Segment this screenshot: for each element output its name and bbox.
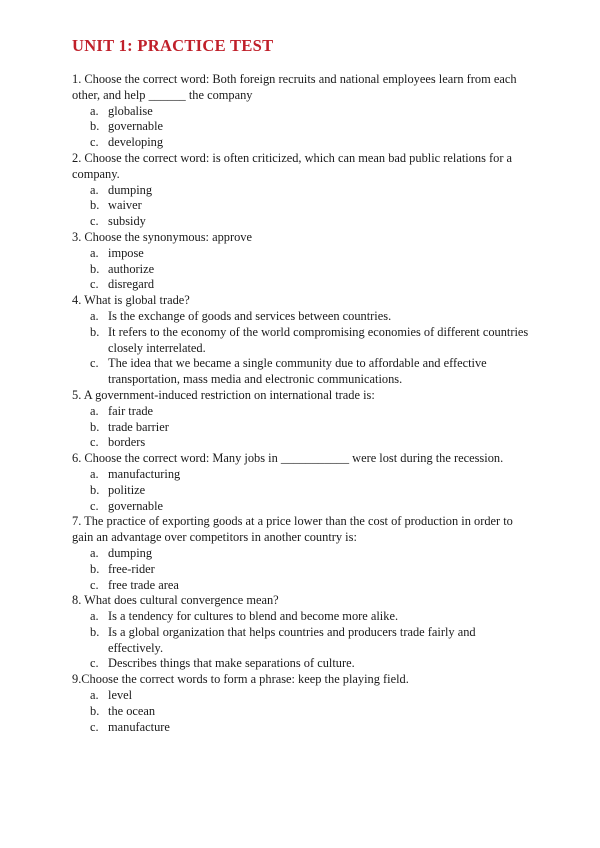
option-letter: a.: [90, 545, 99, 560]
option-text: trade barrier: [108, 419, 169, 434]
option-letter: c.: [90, 577, 99, 592]
option-letter: c.: [90, 435, 99, 450]
answer-option: [72, 704, 532, 720]
option-list: [72, 183, 532, 230]
answer-option: [72, 467, 532, 483]
option-letter: b.: [90, 624, 100, 639]
page-title: UNIT 1: PRACTICE TEST: [72, 36, 274, 55]
question-9: [72, 672, 532, 735]
answer-option: [72, 356, 532, 388]
option-text: disregard: [108, 277, 155, 292]
option-list: [72, 404, 532, 451]
question-text: 9.Choose the correct words to form a phrase: keep the playing field.: [72, 672, 409, 687]
option-text: impose: [108, 245, 144, 260]
option-letter: a.: [90, 403, 99, 418]
option-text: dumping: [108, 545, 153, 560]
answer-option: [72, 688, 532, 704]
answer-option: [72, 656, 532, 672]
option-letter: a.: [90, 245, 99, 260]
option-letter: a.: [90, 308, 99, 323]
question-4: [72, 293, 532, 388]
question-text: 3. Choose the synonymous: approve: [72, 229, 252, 244]
option-letter: b.: [90, 561, 100, 576]
option-list: [72, 309, 532, 388]
option-letter: a.: [90, 609, 99, 624]
option-letter: c.: [90, 356, 99, 371]
question-6: [72, 451, 532, 514]
question-2: [72, 151, 532, 230]
option-letter: b.: [90, 119, 100, 134]
question-text: 8. What does cultural convergence mean?: [72, 593, 279, 608]
option-letter: a.: [90, 182, 99, 197]
question-text: 4. What is global trade?: [72, 293, 190, 308]
option-letter: a.: [90, 103, 99, 118]
option-text: It refers to the economy of the world compromising economies of different countries closely interrelated.: [108, 324, 529, 355]
option-letter: c.: [90, 214, 99, 229]
option-letter: c.: [90, 656, 99, 671]
option-letter: c.: [90, 135, 99, 150]
question-text: 5. A government-induced restriction on international trade is:: [72, 387, 375, 402]
question-7: [72, 514, 532, 593]
option-letter: a.: [90, 466, 99, 481]
option-text: The idea that we became a single community due to affordable and effective transportation, mass media and electronic communications.: [108, 356, 487, 387]
option-letter: c.: [90, 719, 99, 734]
option-text: waiver: [108, 198, 142, 213]
question-text: 6. Choose the correct word: Many jobs in ___________ were lost during the recession.: [72, 451, 504, 466]
option-list: [72, 609, 532, 672]
option-text: free-rider: [108, 561, 155, 576]
question-8: [72, 593, 532, 672]
question-3: [72, 230, 532, 293]
question-text: 2. Choose the correct word: is often criticized, which can mean bad public relations for a company.: [72, 150, 513, 181]
option-text: manufacturing: [108, 466, 181, 481]
question-5: [72, 388, 532, 451]
option-text: authorize: [108, 261, 155, 276]
option-text: Is the exchange of goods and services between countries.: [108, 308, 392, 323]
answer-option: [72, 183, 532, 199]
answer-option: [72, 198, 532, 214]
option-list: [72, 467, 532, 514]
answer-option: [72, 104, 532, 120]
option-list: [72, 688, 532, 735]
option-text: free trade area: [108, 577, 179, 592]
option-letter: c.: [90, 498, 99, 513]
answer-option: [72, 609, 532, 625]
answer-option: [72, 119, 532, 135]
answer-option: [72, 277, 532, 293]
option-letter: a.: [90, 688, 99, 703]
option-text: Is a tendency for cultures to blend and become more alike.: [108, 609, 399, 624]
option-text: subsidy: [108, 214, 146, 229]
option-letter: b.: [90, 482, 100, 497]
answer-option: [72, 625, 532, 657]
option-text: developing: [108, 135, 164, 150]
option-letter: b.: [90, 703, 100, 718]
option-text: level: [108, 688, 133, 703]
option-letter: b.: [90, 419, 100, 434]
answer-option: [72, 562, 532, 578]
answer-option: [72, 578, 532, 594]
answer-option: [72, 420, 532, 436]
question-text: 1. Choose the correct word: Both foreign recruits and national employees learn from each other, and help ______ the company: [72, 72, 517, 102]
option-letter: b.: [90, 324, 100, 339]
question-1: [72, 72, 532, 151]
answer-option: [72, 246, 532, 262]
answer-option: [72, 546, 532, 562]
option-text: the ocean: [108, 703, 156, 718]
option-text: Describes things that make separations of culture.: [108, 656, 355, 671]
option-text: globalise: [108, 103, 153, 118]
option-list: [72, 546, 532, 593]
answer-option: [72, 483, 532, 499]
answer-option: [72, 214, 532, 230]
question-list: [72, 72, 532, 735]
answer-option: [72, 325, 532, 357]
document-page: [72, 36, 532, 735]
option-text: Is a global organization that helps countries and producers trade fairly and effectively.: [108, 624, 476, 655]
option-letter: c.: [90, 277, 99, 292]
answer-option: [72, 404, 532, 420]
option-text: politize: [108, 482, 146, 497]
option-letter: b.: [90, 198, 100, 213]
answer-option: [72, 135, 532, 151]
answer-option: [72, 720, 532, 736]
answer-option: [72, 435, 532, 451]
option-letter: b.: [90, 261, 100, 276]
option-text: borders: [108, 435, 146, 450]
answer-option: [72, 499, 532, 515]
option-text: fair trade: [108, 403, 154, 418]
option-list: [72, 104, 532, 151]
question-text: 7. The practice of exporting goods at a price lower than the cost of production in order to gain an advantage over competitors in another country is:: [72, 514, 513, 545]
option-text: dumping: [108, 182, 153, 197]
option-list: [72, 246, 532, 293]
answer-option: [72, 309, 532, 325]
option-text: governable: [108, 498, 164, 513]
option-text: governable: [108, 119, 164, 134]
option-text: manufacture: [108, 719, 170, 734]
answer-option: [72, 262, 532, 278]
